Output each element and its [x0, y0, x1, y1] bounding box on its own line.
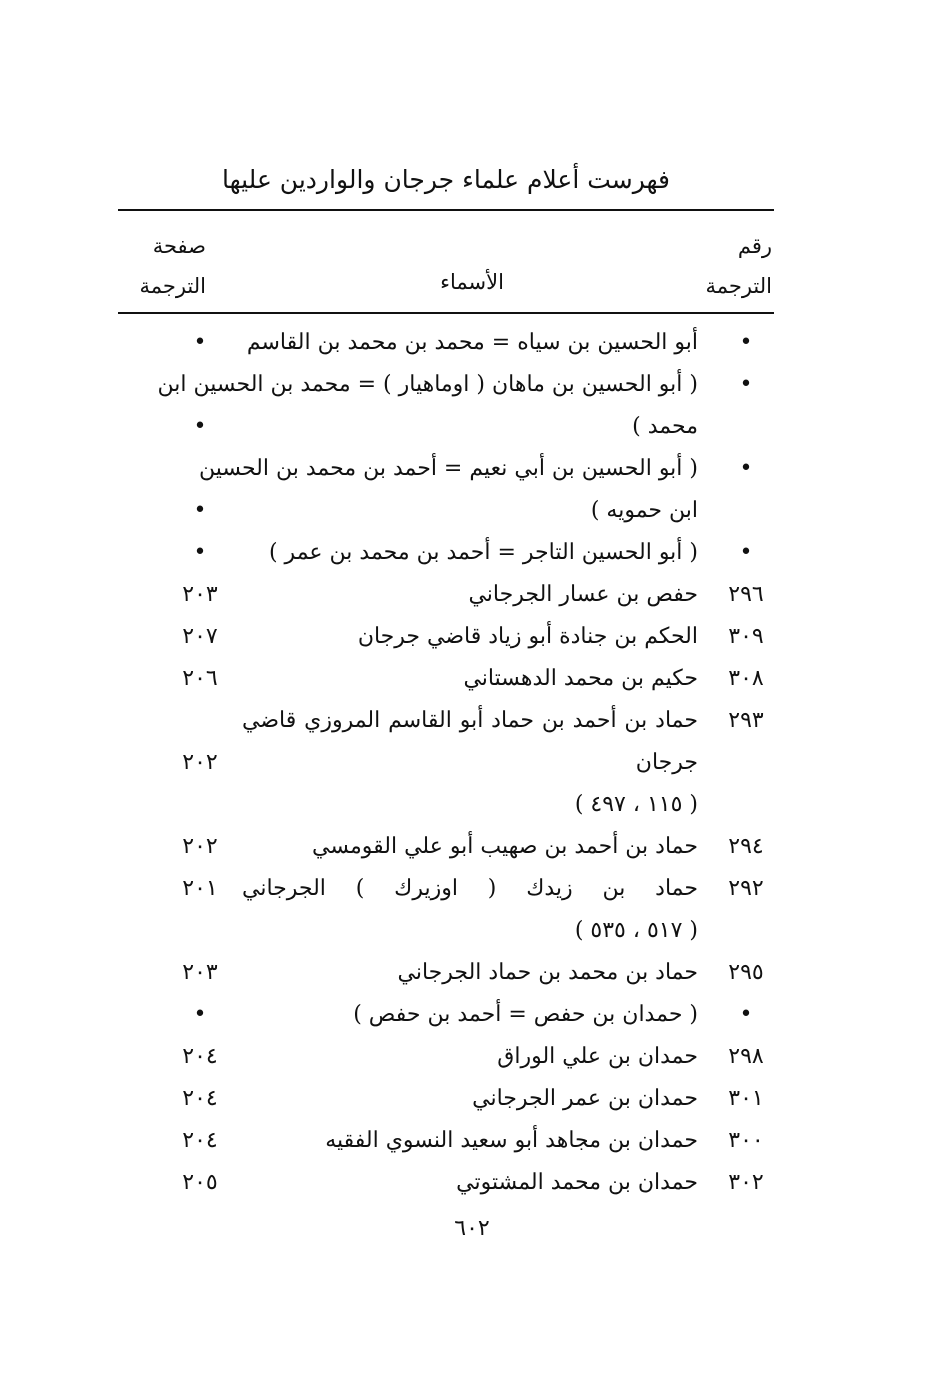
entry-page: ٢٠٥ — [182, 1170, 218, 1195]
header-bottom-rule — [118, 312, 774, 314]
entry-name — [242, 616, 698, 658]
entry-name-line: حمدان بن عمر الجرجاني — [472, 1086, 698, 1111]
entry-number: ٣٠٩ — [728, 624, 764, 649]
entry-number: ٢٩٣ — [728, 708, 764, 733]
column-header-page-line2: الترجمة — [139, 274, 206, 298]
entry-name-line: حمدان بن محمد المشتوتي — [456, 1170, 698, 1195]
entry-number: • — [739, 1002, 753, 1027]
column-header-page — [126, 226, 206, 306]
index-entry — [118, 616, 774, 658]
entry-name-line: الحكم بن جنادة أبو زياد قاضي جرجان — [357, 624, 698, 649]
entry-number: ٣٠٢ — [728, 1170, 764, 1195]
entry-name — [242, 1036, 698, 1078]
entry-page: ٢٠٣ — [182, 582, 218, 607]
entry-name-line: حماد بن أحمد بن حماد أبو القاسم المروزي قاضي — [242, 708, 698, 733]
entry-name-line: حفص بن عسار الجرجاني — [468, 582, 698, 607]
entry-name-line: حمدان بن علي الوراق — [497, 1044, 698, 1069]
index-entry — [118, 322, 774, 364]
entry-number: • — [739, 540, 753, 565]
index-entry — [118, 994, 774, 1036]
entry-name — [242, 574, 698, 616]
entry-page: ٢٠٤ — [182, 1086, 218, 1111]
index-entry — [118, 1078, 774, 1120]
entry-name — [242, 658, 698, 700]
entry-number: ٢٩٥ — [728, 960, 764, 985]
index-entry — [118, 826, 774, 868]
entry-name-line: حكيم بن محمد الدهستاني — [463, 666, 698, 691]
entry-name-line: جرجان — [635, 750, 698, 775]
header-top-rule — [118, 209, 774, 211]
entry-name-line: ( أبو الحسين بن أبي نعيم = أحمد بن محمد بن الحسين — [198, 456, 698, 481]
entry-name-line: ( أبو الحسين التاجر = أحمد بن محمد بن عمر ) — [268, 540, 698, 565]
entry-number: • — [739, 456, 753, 481]
entry-page: ٢٠١ — [182, 876, 218, 901]
entry-page: ٢٠٣ — [182, 960, 218, 985]
entry-name-line: حماد بن زيدك ( اوزيرك ) الجرجاني — [242, 876, 698, 901]
entry-number: • — [739, 372, 753, 397]
column-header-number-line1: رقم — [737, 234, 772, 258]
index-entry — [118, 364, 774, 448]
entry-name — [242, 826, 698, 868]
index-entry — [118, 448, 774, 532]
index-entry — [118, 1036, 774, 1078]
entry-name-line: ( أبو الحسين بن ماهان ( اوماهيار ) = محمد بن الحسين ابن — [157, 372, 698, 397]
entry-number: ٣٠٨ — [728, 666, 764, 691]
entry-name — [242, 532, 698, 574]
entry-name-line: حمدان بن مجاهد أبو سعيد النسوي الفقيه — [325, 1128, 698, 1153]
entry-number: ٣٠١ — [728, 1086, 764, 1111]
index-entry — [118, 952, 774, 994]
entry-name — [242, 700, 698, 826]
entry-page: ٢٠٧ — [182, 624, 218, 649]
entry-number: ٢٩٤ — [728, 834, 764, 859]
entry-page: • — [193, 498, 207, 523]
entry-number: ٢٩٨ — [728, 1044, 764, 1069]
index-entries — [118, 322, 774, 1204]
index-entry — [118, 700, 774, 826]
entry-page: ٢٠٦ — [182, 666, 218, 691]
entry-page: ٢٠٤ — [182, 1128, 218, 1153]
page-number: ٦٠٢ — [454, 1216, 490, 1241]
entry-name — [157, 364, 698, 448]
entry-name-line: محمد ) — [632, 414, 698, 439]
entry-name-line: ( ٥١٧ ، ٥٣٥ ) — [574, 918, 698, 943]
column-header-number-line2: الترجمة — [705, 274, 772, 298]
entry-name — [242, 322, 698, 364]
index-entry — [118, 658, 774, 700]
entry-name-line: حماد بن أحمد بن صهيب أبو علي القومسي — [312, 834, 698, 859]
entry-name-line: حماد بن محمد بن حماد الجرجاني — [397, 960, 698, 985]
entry-page: ٢٠٤ — [182, 1044, 218, 1069]
entry-page: ٢٠٢ — [182, 834, 218, 859]
entry-number: ٢٩٦ — [728, 582, 764, 607]
entry-page: • — [193, 330, 207, 355]
index-entry — [118, 868, 774, 952]
index-entry — [118, 532, 774, 574]
entry-number: ٣٠٠ — [728, 1128, 764, 1153]
entry-page: ٢٠٢ — [182, 750, 218, 775]
entry-page: • — [193, 1002, 207, 1027]
entry-name — [242, 1162, 698, 1204]
column-header-page-line1: صفحة — [152, 234, 206, 258]
entry-name-line: أبو الحسين بن سياه = محمد بن محمد بن القاسم — [246, 330, 698, 355]
index-entry — [118, 1120, 774, 1162]
entry-page: • — [193, 540, 207, 565]
entry-page: • — [193, 414, 207, 439]
entry-name — [242, 1120, 698, 1162]
entry-name — [242, 952, 698, 994]
entry-number: • — [739, 330, 753, 355]
entry-name-line: ( حمدان بن حفص = أحمد بن حفص ) — [353, 1002, 698, 1027]
entry-name-line: ( ١١٥ ، ٤٩٧ ) — [574, 792, 698, 817]
entry-name — [198, 448, 698, 532]
column-header-names: الأسماء — [440, 270, 504, 294]
index-entry — [118, 574, 774, 616]
entry-name — [242, 994, 698, 1036]
entry-name-line: ابن حمويه ) — [590, 498, 698, 523]
page-title: فهرست أعلام علماء جرجان والواردين عليها — [221, 165, 671, 194]
entry-name — [242, 868, 698, 952]
index-entry — [118, 1162, 774, 1204]
entry-name — [242, 1078, 698, 1120]
entry-number: ٢٩٢ — [728, 876, 764, 901]
